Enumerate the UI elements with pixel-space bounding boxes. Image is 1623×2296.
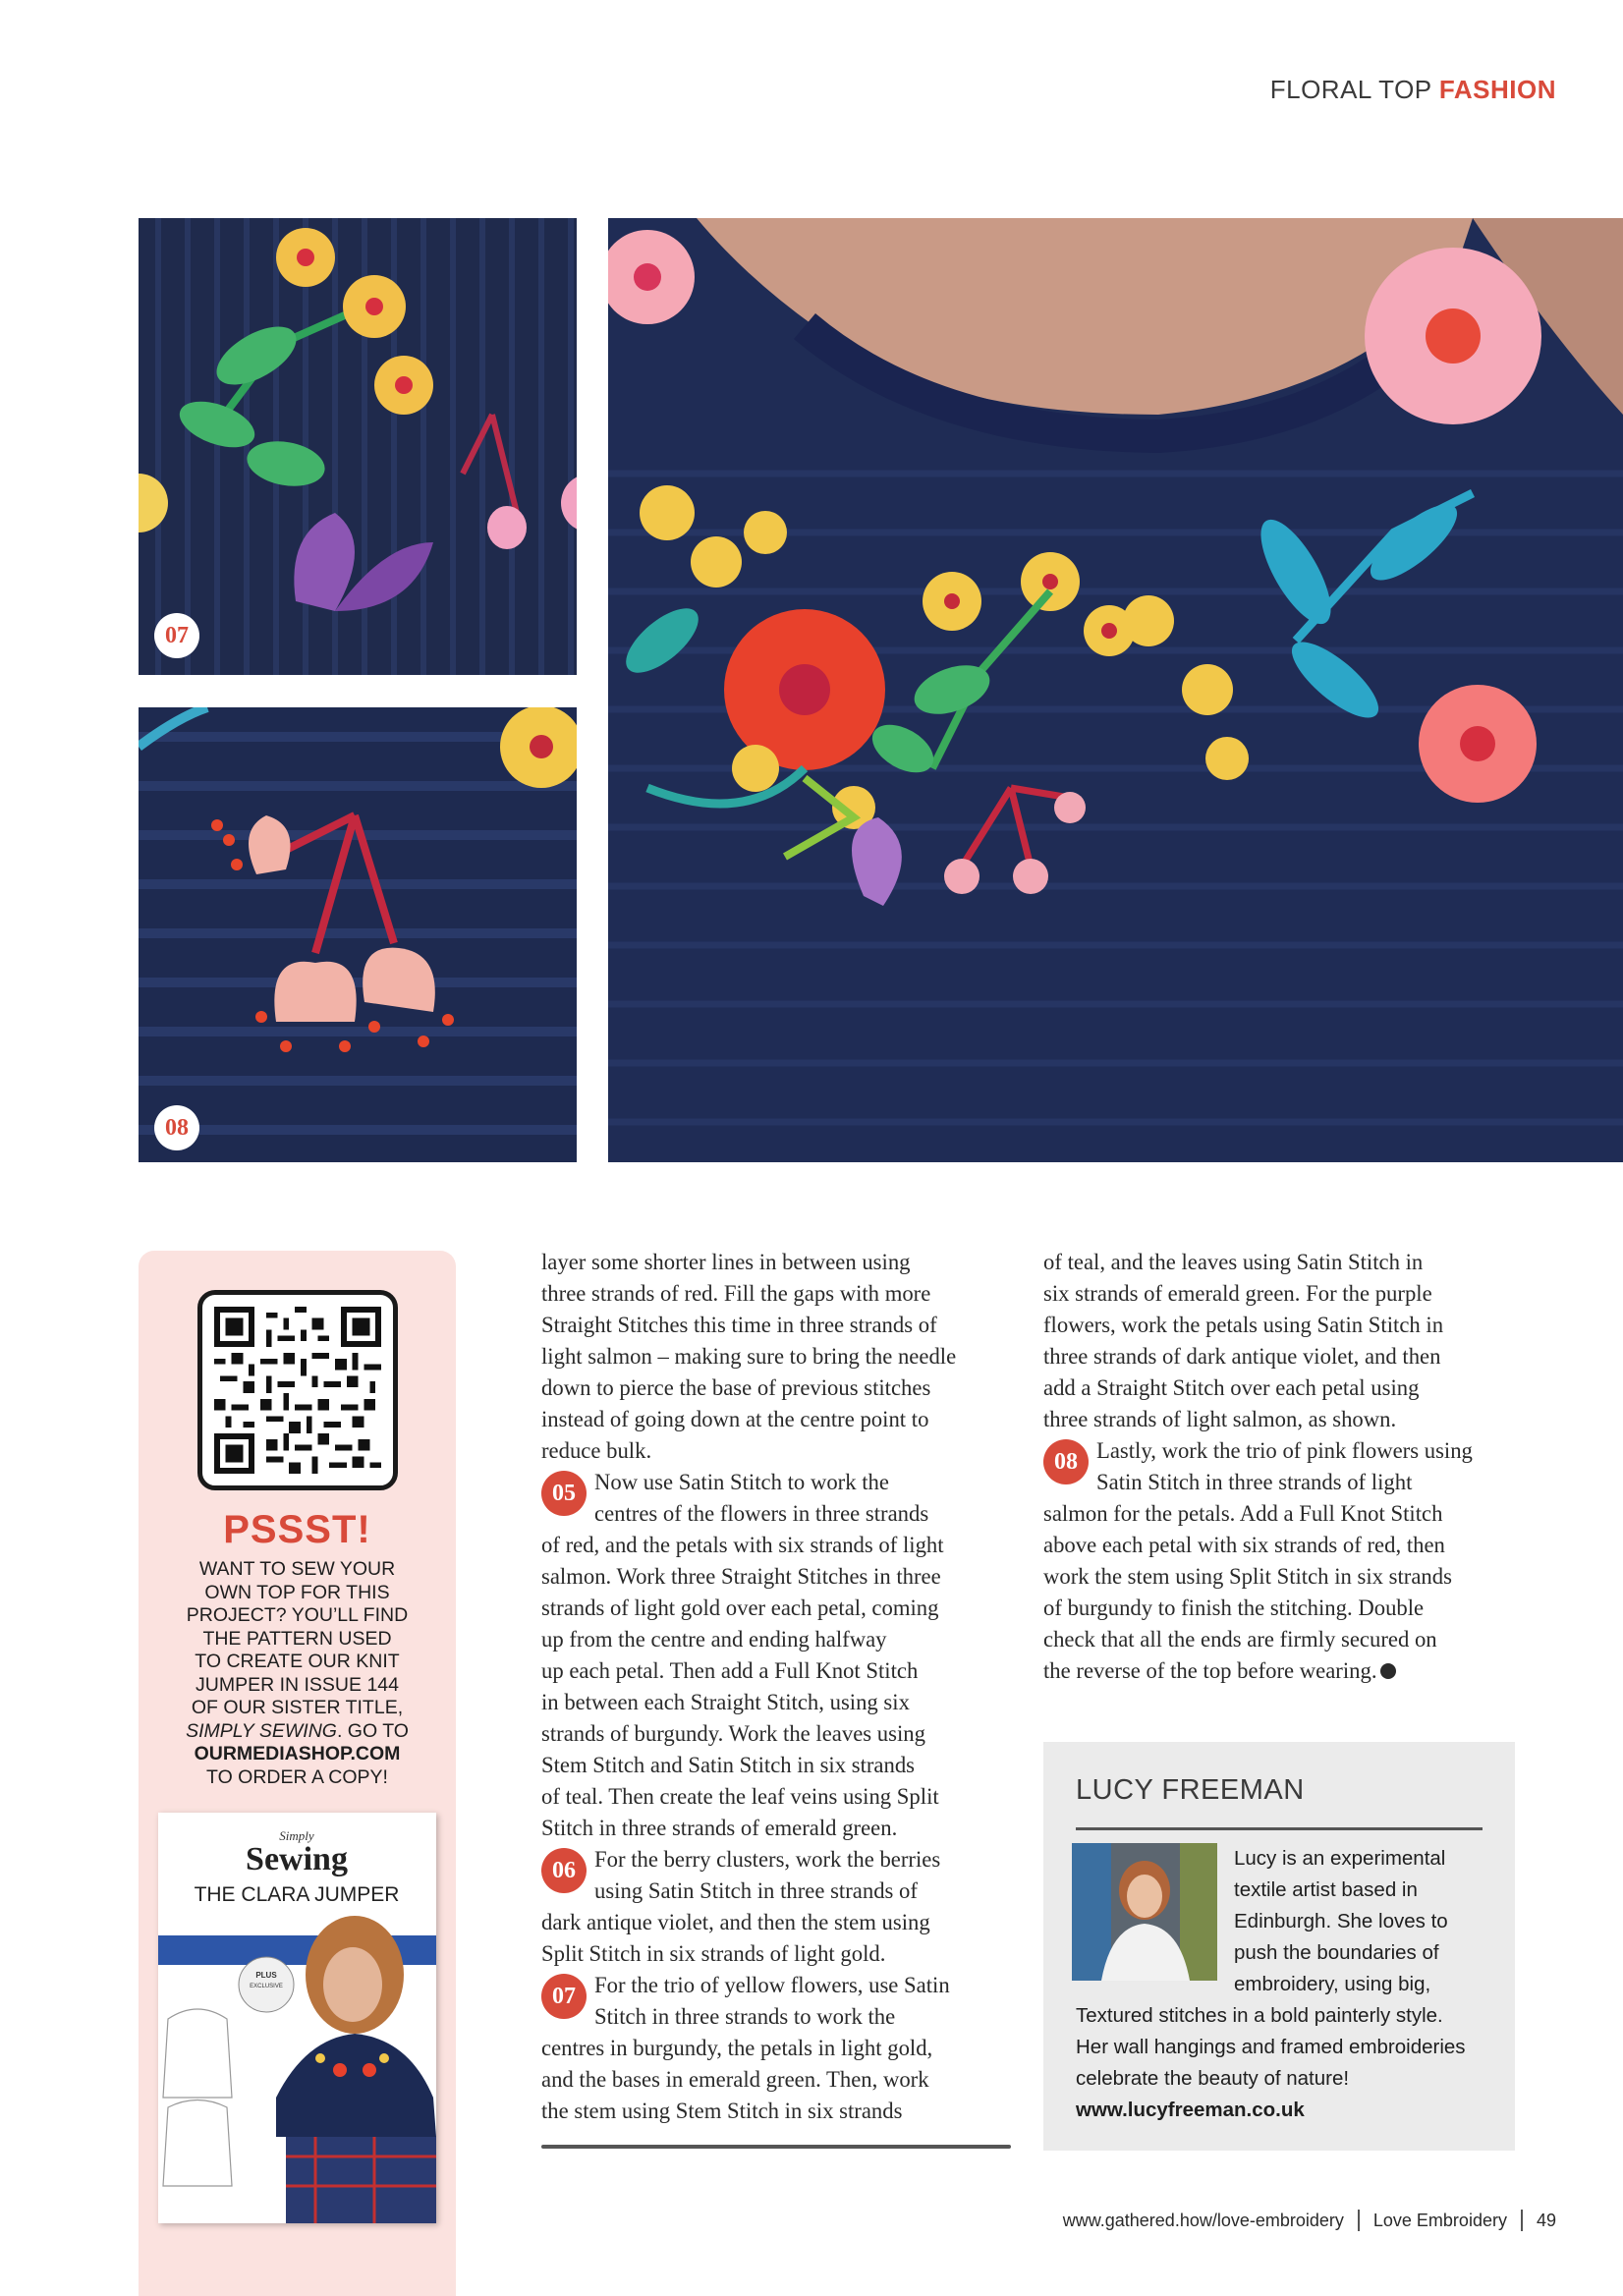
text-line: and the bases in emerald green. Then, work	[541, 2067, 929, 2092]
bio-line: Lucy is an experimental	[1234, 1847, 1446, 1870]
footer-url[interactable]: www.gathered.how/love-embroidery	[1062, 2210, 1344, 2230]
author-bio	[1076, 1843, 1493, 2126]
magazine-cover	[158, 1813, 436, 2223]
bio-line: textile artist based in	[1234, 1878, 1418, 1901]
photo-step-07	[139, 218, 577, 675]
text-line: salmon for the petals. Add a Full Knot Stitch	[1043, 1501, 1443, 1526]
text-line: of burgundy to finish the stitching. Double	[1043, 1596, 1425, 1620]
cover-headline: THE CLARA JUMPER	[194, 1883, 400, 1906]
text-line: salmon. Work three Straight Stitches in three	[541, 1564, 941, 1589]
text-line: dark antique violet, and then the stem using	[541, 1910, 930, 1934]
step-badge-07: 07	[541, 1974, 587, 2019]
text-line: of teal. Then create the leaf veins using Split	[541, 1784, 939, 1809]
text-line: light salmon – making sure to bring the needle	[541, 1344, 957, 1369]
text-line: strands of burgundy. Work the leaves using	[541, 1721, 925, 1746]
end-mark-icon	[1380, 1663, 1396, 1679]
cover-plus: PLUS	[255, 1971, 277, 1980]
bio-divider	[1076, 1827, 1483, 1830]
step-badge-05: 05	[541, 1471, 587, 1516]
pssst-order: TO ORDER A COPY!	[206, 1765, 388, 1788]
text-line: the stem using Stem Stitch in six strands	[541, 2099, 903, 2123]
author-bio-box	[1043, 1742, 1515, 2151]
text-line: three strands of dark antique violet, and then	[1043, 1344, 1441, 1369]
photo-badge-07: 07	[154, 613, 199, 658]
step-06	[541, 1844, 1013, 1970]
text-line: of teal, and the leaves using Satin Stitch in	[1043, 1250, 1424, 1274]
pssst-line: WANT TO SEW YOUR	[198, 1558, 396, 1580]
text-line: For the berry clusters, work the berries	[594, 1847, 941, 1872]
sidebar-pssst	[139, 1251, 456, 2296]
photo-step-08	[139, 707, 577, 1162]
text-line: layer some shorter lines in between using	[541, 1250, 911, 1274]
paragraph-intro	[541, 1247, 1013, 1467]
bio-line: Textured stitches in a bold painterly style.	[1076, 2004, 1443, 2027]
text-line: Split Stitch in six strands of light gold.	[541, 1941, 886, 1966]
text-line: Straight Stitches this time in three strands of	[541, 1313, 937, 1337]
text-line: Stem Stitch and Satin Stitch in six strands	[541, 1753, 916, 1777]
step-08	[1043, 1435, 1525, 1687]
pssst-line: PROJECT? YOU’LL FIND	[186, 1604, 409, 1626]
text-line: instead of going down at the centre point to	[541, 1407, 929, 1431]
text-line: flowers, work the petals using Satin Stitch in	[1043, 1313, 1444, 1337]
pssst-line: OWN TOP FOR THIS	[204, 1581, 390, 1603]
pssst-line: JUMPER IN ISSUE 144	[196, 1673, 399, 1696]
cover-exclusive: EXCLUSIVE	[250, 1984, 283, 1989]
page-number: 49	[1536, 2210, 1556, 2230]
photo-badge-08: 08	[154, 1105, 199, 1150]
text-line: centres in burgundy, the petals in light gold,	[541, 2036, 933, 2060]
bio-line: embroidery, using big,	[1234, 1973, 1431, 1995]
text-line: Stitch in three strands to work the	[594, 2004, 896, 2029]
text-line: three strands of red. Fill the gaps with more	[541, 1281, 931, 1306]
step-07	[541, 1970, 1013, 2127]
pssst-line: OF OUR SISTER TITLE,	[191, 1697, 404, 1718]
final-line: the reverse of the top before wearing.	[1043, 1658, 1377, 1683]
bio-line: Edinburgh. She loves to	[1234, 1910, 1448, 1932]
paragraph-intro	[1043, 1247, 1525, 1435]
author-website-link[interactable]: www.lucyfreeman.co.uk	[1076, 2099, 1305, 2121]
page-footer	[1063, 2210, 1556, 2231]
pssst-body	[158, 1558, 436, 1789]
text-line	[1043, 1655, 1525, 1687]
sister-title: SIMPLY SEWING	[186, 1719, 337, 1742]
text-line: above each petal with six strands of red, then	[1043, 1533, 1445, 1557]
text-line: Now use Satin Stitch to work the	[594, 1470, 889, 1494]
step-05	[541, 1467, 1013, 1844]
shop-link[interactable]: OURMEDIASHOP.COM	[194, 1743, 401, 1764]
pssst-line: THE PATTERN USED	[202, 1627, 392, 1650]
section-header	[1270, 75, 1556, 105]
main-photo-embroidered-jumper	[608, 218, 1623, 1162]
text-line: add a Straight Stitch over each petal using	[1043, 1375, 1420, 1400]
section-name: FLORAL TOP	[1269, 75, 1432, 104]
text-line: For the trio of yellow flowers, use Satin	[594, 1973, 950, 1997]
text-line: using Satin Stitch in three strands of	[594, 1878, 918, 1903]
bio-line: celebrate the beauty of nature!	[1076, 2067, 1350, 2090]
text-line: up each petal. Then add a Full Knot Stitch	[541, 1658, 919, 1683]
qr-code[interactable]	[197, 1290, 398, 1490]
column-rule	[541, 2145, 1011, 2149]
footer-divider	[1521, 2210, 1523, 2231]
section-category: FASHION	[1438, 75, 1556, 104]
text-line: Lastly, work the trio of pink flowers using	[1096, 1438, 1473, 1463]
text-line: of red, and the petals with six strands of light	[541, 1533, 944, 1557]
text-line: centres of the flowers in three strands	[594, 1501, 929, 1526]
bio-line: Her wall hangings and framed embroideries	[1076, 2036, 1466, 2058]
text-line: up from the centre and ending halfway	[541, 1627, 887, 1652]
text-line: check that all the ends are firmly secured on	[1043, 1627, 1437, 1652]
pssst-line: TO CREATE OUR KNIT	[195, 1651, 400, 1672]
text-line: six strands of emerald green. For the purple	[1043, 1281, 1432, 1306]
step-badge-08: 08	[1043, 1439, 1089, 1484]
footer-magazine: Love Embroidery	[1372, 2210, 1507, 2230]
pssst-goto: . GO TO	[336, 1719, 409, 1742]
body-column-2	[1043, 1247, 1525, 1687]
cover-brand-top: Simply	[279, 1828, 314, 1843]
text-line: in between each Straight Stitch, using six	[541, 1690, 910, 1714]
author-name: LUCY FREEMAN	[1076, 1774, 1305, 1806]
text-line: Satin Stitch in three strands of light	[1096, 1470, 1413, 1494]
text-line: work the stem using Split Stitch in six strands	[1043, 1564, 1452, 1589]
text-line: reduce bulk.	[541, 1438, 652, 1463]
text-line: three strands of light salmon, as shown.	[1043, 1407, 1397, 1431]
text-line: strands of light gold over each petal, coming	[541, 1596, 939, 1620]
footer-divider	[1358, 2210, 1360, 2231]
text-line: down to pierce the base of previous stitches	[541, 1375, 931, 1400]
text-line: Stitch in three strands of emerald green.	[541, 1816, 898, 1840]
pssst-title: PSSST!	[223, 1508, 371, 1551]
step-badge-06: 06	[541, 1848, 587, 1893]
cover-brand: Sewing	[246, 1841, 348, 1877]
bio-line: push the boundaries of	[1234, 1941, 1439, 1964]
pssst-line	[158, 1720, 436, 1744]
body-column-1	[541, 1247, 1013, 2127]
